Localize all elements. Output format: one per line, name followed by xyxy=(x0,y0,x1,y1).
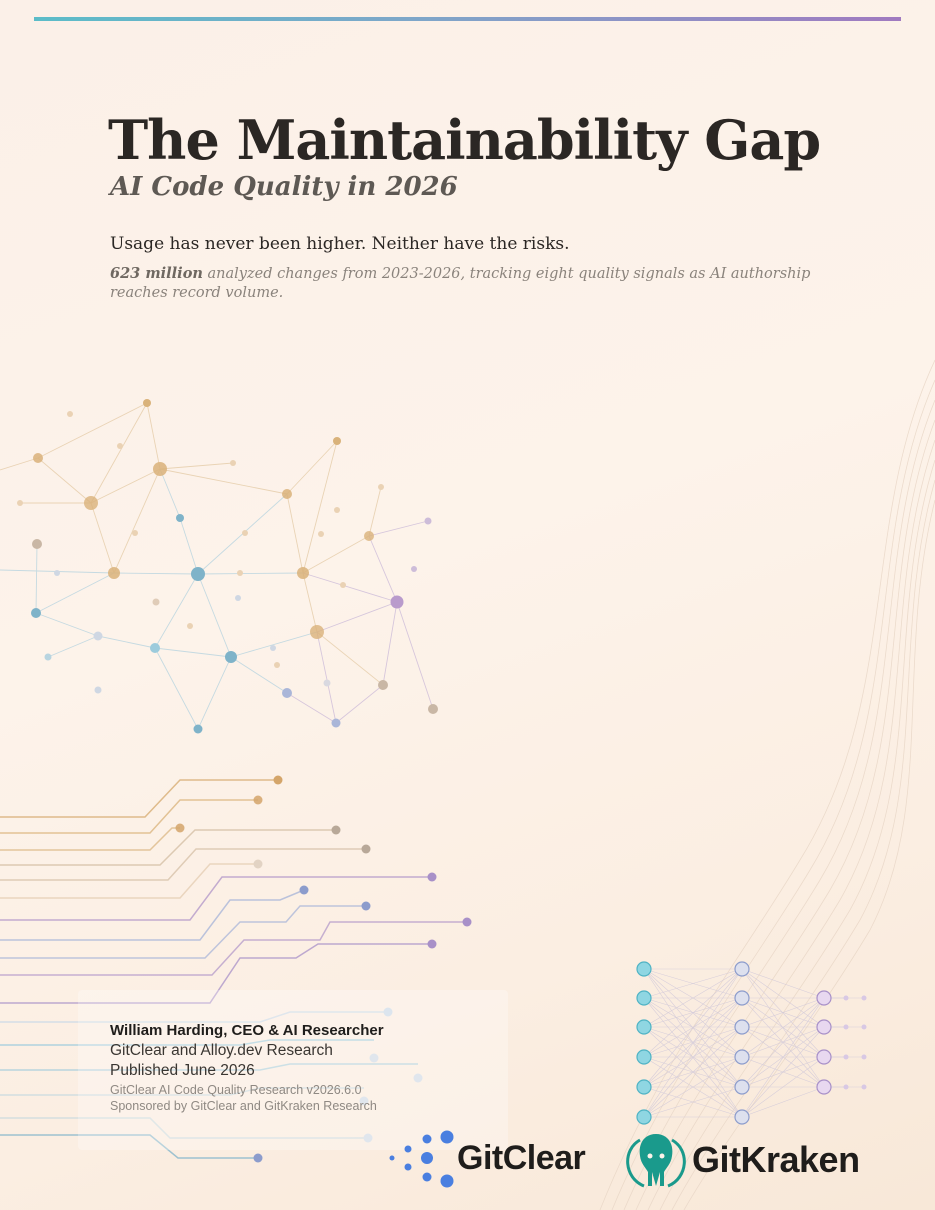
author-organization: GitClear and Alloy.dev Research xyxy=(110,1042,333,1059)
description-highlight: 623 million xyxy=(110,265,203,282)
version-label: GitClear AI Code Quality Research v2026.6.0 xyxy=(110,1083,362,1097)
page-title: The Maintainability Gap xyxy=(108,108,821,172)
sponsor-label: Sponsored by GitClear and GitKraken Research xyxy=(110,1099,377,1113)
author-name: William Harding, CEO & AI Researcher xyxy=(110,1022,384,1039)
description-rest: analyzed changes from 2023-2026, tracking eight quality signals as AI authorship reaches record volume. xyxy=(110,266,811,301)
tagline: Usage has never been higher. Neither have the risks. xyxy=(110,234,570,254)
page-subtitle: AI Code Quality in 2026 xyxy=(110,172,458,202)
gitclear-logo-text: GitClear xyxy=(457,1139,586,1177)
gitkraken-logo-text: GitKraken xyxy=(692,1139,860,1180)
published-date: Published June 2026 xyxy=(110,1062,255,1079)
